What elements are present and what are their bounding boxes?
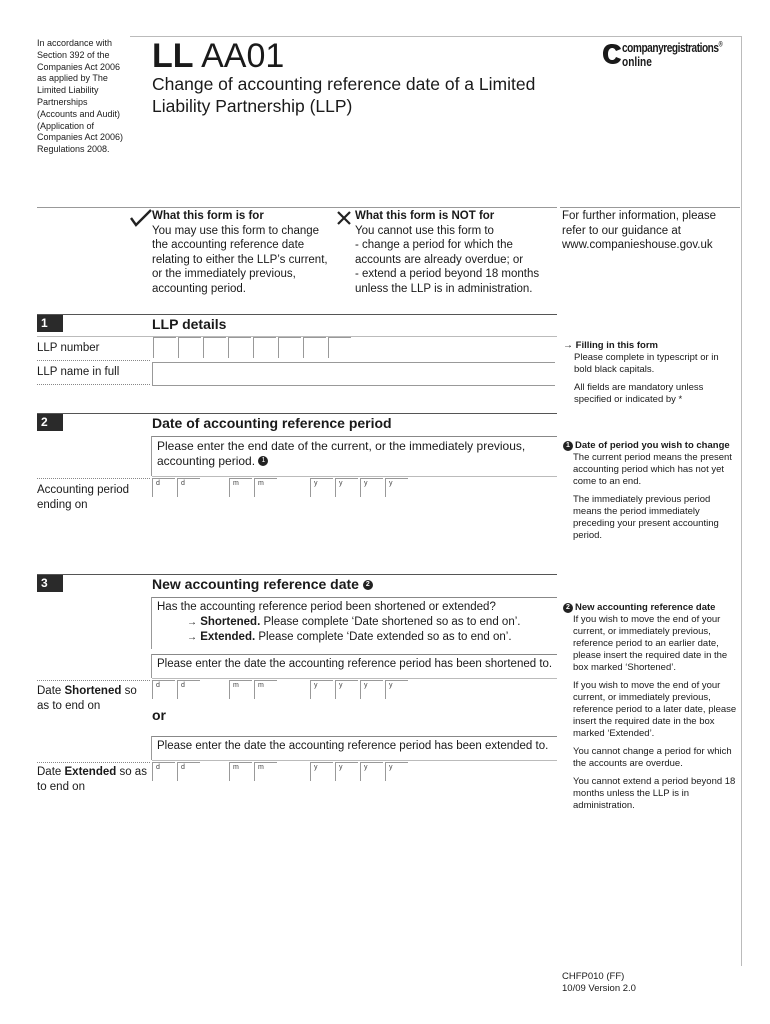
intro-rule (37, 207, 557, 208)
date-cell-day[interactable]: d (152, 680, 175, 699)
or-separator: or (152, 707, 166, 723)
llp-name-label: LLP name in full (37, 366, 120, 378)
intro-rule-right (560, 207, 740, 208)
section2-instruction-border (151, 436, 152, 476)
logo (602, 40, 738, 80)
legal-note: In accordance with Section 392 of the Companies Act 2006 as applied by The Limited Liability Partnerships (Accounts and Audit) (Application of Companies Act 2006) Regulations 2008. (37, 38, 124, 155)
date-cell-year[interactable]: y (335, 680, 358, 699)
date-cell-year[interactable]: y (310, 680, 333, 699)
date-cell-year[interactable]: y (310, 478, 333, 497)
date-cell-month[interactable]: m (229, 680, 252, 699)
note-marker-2-icon: 2 (363, 580, 373, 590)
section2-subrule (152, 436, 557, 437)
section3-info-text4: You cannot extend a period beyond 18 months unless the LLP is in administration. (573, 776, 736, 811)
arrow-right-icon: → (187, 617, 197, 628)
extended-date-label (37, 765, 152, 794)
not-for-heading: What this form is NOT for (355, 210, 495, 222)
for-heading: What this form is for (152, 210, 264, 222)
shortened-field-rule (152, 678, 557, 679)
section3-info-heading: New accounting reference date (575, 602, 716, 613)
arrow-right-icon: → (187, 632, 197, 643)
shortened-option-label: Shortened. (200, 616, 261, 628)
date-cell-year[interactable]: y (360, 478, 383, 497)
section2-info-text1: The current period means the present accounting period which has not yet come to an end. (573, 452, 732, 487)
shortened-label-bold: Shortened (64, 685, 122, 697)
section2-dotline (37, 478, 150, 479)
extended-label-post: so as to end on (37, 766, 147, 793)
form-title: Change of accounting reference date of a Limited Liability Partnership (LLP) (152, 74, 536, 116)
shortened-label-post: so as to end on (37, 685, 137, 712)
logo-registered-mark: ® (718, 41, 723, 49)
llp-number-dotline (37, 360, 150, 361)
note-marker-2-icon: 2 (563, 603, 573, 613)
not-for-text: You cannot use this form to (355, 224, 494, 237)
shortened-option-text: Please complete ‘Date shortened so as to end on’. (263, 616, 521, 628)
logo-text-line2: online (622, 54, 652, 69)
right-border (741, 36, 742, 966)
form-code (152, 36, 284, 76)
checkmark-icon (130, 209, 152, 227)
section2-number: 2 (37, 414, 63, 431)
llp-number-label: LLP number (37, 342, 100, 354)
logo-text-line1: companyregistrations (622, 40, 719, 55)
date-cell-day[interactable]: d (177, 680, 200, 699)
section3-number: 3 (37, 575, 63, 592)
extended-dotline (37, 762, 150, 763)
section3-question-border (151, 597, 152, 649)
further-info: For further information, please refer to our guidance at www.companieshouse.gov.uk (562, 210, 717, 251)
date-cell-month[interactable]: m (229, 478, 252, 497)
shortened-instruction-border (151, 654, 152, 678)
form-code-number: AA01 (201, 37, 285, 75)
section3-subrule (152, 597, 557, 598)
llp-number-cell[interactable] (278, 337, 301, 358)
section3-info (563, 602, 739, 812)
shortened-instruction-rule (152, 654, 557, 655)
for-text: You may use this form to change the accounting reference date relating to either the LLP’s current, or the immediately previous, accounting period. (152, 224, 328, 295)
llp-number-cell[interactable] (303, 337, 326, 358)
section3-info-text1: If you wish to move the end of your current, or immediately previous, reference period to an earlier date, please insert the required date in the box marked ‘Shortened’. (573, 614, 728, 673)
date-cell-month[interactable]: m (254, 762, 277, 781)
date-cell-year[interactable]: y (385, 762, 408, 781)
cross-icon (337, 211, 351, 225)
date-cell-day[interactable]: d (177, 762, 200, 781)
llp-number-cell[interactable] (253, 337, 276, 358)
section2-instruction-text: Please enter the end date of the current, or the immediately previous, accounting period. (157, 439, 526, 468)
section3-info-text2: If you wish to move the end of your current, or immediately previous, reference period to a later date, please insert the required date in the box marked ‘Extended’. (573, 680, 737, 739)
shortened-instruction: Please enter the date the accounting reference period has been shortened to. (157, 658, 553, 670)
section3-rule (37, 574, 557, 575)
date-cell-year[interactable]: y (385, 680, 408, 699)
date-cell-year[interactable]: y (310, 762, 333, 781)
date-cell-month[interactable]: m (254, 680, 277, 699)
date-cell-year[interactable]: y (335, 762, 358, 781)
section3-question: Has the accounting reference period been shortened or extended? (157, 601, 496, 613)
logo-mark-icon (602, 43, 622, 65)
section3-info-text3: You cannot change a period for which the accounts are overdue. (573, 746, 732, 769)
section2-info-heading: Date of period you wish to change (575, 440, 730, 451)
date-cell-year[interactable]: y (385, 478, 408, 497)
date-cell-day[interactable]: d (177, 478, 200, 497)
date-cell-day[interactable]: d (152, 762, 175, 781)
section3-title (152, 576, 373, 592)
note-marker-1-icon: 1 (563, 441, 573, 451)
extended-option-text: Please complete ‘Date extended so as to end on’. (258, 631, 512, 643)
date-cell-month[interactable]: m (229, 762, 252, 781)
section2-info (563, 440, 739, 542)
section2-info-text2: The immediately previous period means the period immediately preceding your present accounting period. (573, 494, 719, 541)
section2-instruction (157, 439, 537, 468)
extended-instruction-rule (152, 736, 557, 737)
section1-rule (37, 314, 557, 315)
accounting-period-label: Accounting period ending on (37, 484, 130, 511)
date-cell-day[interactable]: d (152, 478, 175, 497)
footer-code: CHFP010 (FF) (562, 971, 625, 982)
date-cell-year[interactable]: y (360, 762, 383, 781)
date-cell-year[interactable]: y (335, 478, 358, 497)
not-for-item-1: - change a period for which the accounts are already overdue; or (355, 239, 524, 266)
footer-version: 10/09 Version 2.0 (562, 983, 636, 994)
extended-label-pre: Date (37, 766, 62, 778)
section1-info-text: Please complete in typescript or in bold black capitals. (574, 352, 719, 375)
section2-title: Date of accounting reference period (152, 415, 392, 431)
llp-name-dotline (37, 384, 150, 385)
extended-field-rule (152, 760, 557, 761)
section1-number: 1 (37, 315, 63, 332)
section3-title-text: New accounting reference date (152, 576, 359, 592)
section1-info-text2: All fields are mandatory unless specified or indicated by * (574, 382, 704, 405)
extended-label-bold: Extended (64, 766, 117, 778)
llp-number-cell[interactable] (328, 337, 351, 358)
arrow-right-icon: → (563, 340, 573, 351)
not-for-item-2: - extend a period beyond 18 months unless the LLP is in administration. (355, 268, 540, 295)
extended-option-label: Extended. (200, 631, 256, 643)
note-marker-1-icon: 1 (258, 456, 268, 466)
extended-instruction-border (151, 736, 152, 760)
date-cell-month[interactable]: m (254, 478, 277, 497)
section1-info-heading: Filling in this form (575, 340, 658, 351)
llp-number-cell[interactable] (178, 337, 201, 358)
section2-field-rule (152, 476, 557, 477)
section1-info (563, 340, 739, 406)
llp-number-cell[interactable] (203, 337, 226, 358)
llp-name-input[interactable] (152, 362, 555, 386)
form-code-prefix: LL (152, 37, 194, 75)
footer (562, 971, 636, 995)
section3-question-block (157, 600, 547, 645)
llp-number-cell[interactable] (228, 337, 251, 358)
shortened-dotline (37, 680, 150, 681)
extended-instruction: Please enter the date the accounting reference period has been extended to. (157, 740, 549, 752)
llp-number-cell[interactable] (153, 337, 176, 358)
date-cell-year[interactable]: y (360, 680, 383, 699)
shortened-date-label (37, 684, 152, 713)
section1-title: LLP details (152, 316, 227, 332)
section2-rule (37, 413, 557, 414)
shortened-label-pre: Date (37, 685, 62, 697)
